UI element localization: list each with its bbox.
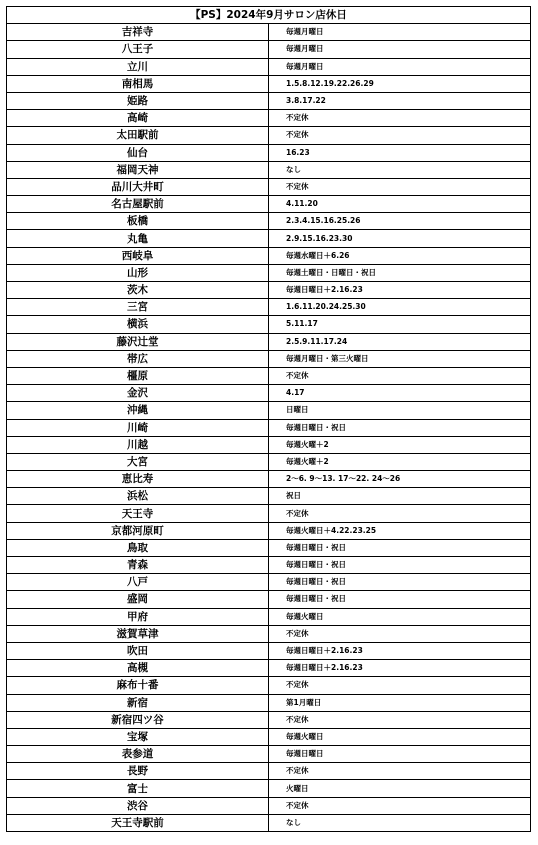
store-name-cell: 京都河原町	[7, 522, 269, 539]
table-row	[7, 797, 531, 814]
holiday-cell: 毎週日曜日・祝日	[269, 419, 531, 436]
holiday-cell: 4.17	[269, 385, 531, 402]
store-name-cell: 高槻	[7, 660, 269, 677]
holiday-cell: 毎週土曜日・日曜日・祝日	[269, 264, 531, 281]
store-name-cell: 金沢	[7, 385, 269, 402]
holiday-cell: 2～6. 9～13. 17～22. 24～26	[269, 471, 531, 488]
table-row	[7, 282, 531, 299]
store-name-cell: 宝塚	[7, 728, 269, 745]
table-row	[7, 436, 531, 453]
store-name-cell: 太田駅前	[7, 127, 269, 144]
table-row	[7, 196, 531, 213]
holiday-cell: 毎週火曜日＋4.22.23.25	[269, 522, 531, 539]
store-name-cell: 恵比寿	[7, 471, 269, 488]
table-row	[7, 264, 531, 281]
holiday-cell: 日曜日	[269, 402, 531, 419]
holiday-cell: 毎週日曜日＋2.16.23	[269, 660, 531, 677]
store-name-cell: 姫路	[7, 92, 269, 109]
holiday-cell: 毎週月曜日	[269, 58, 531, 75]
holiday-cell: 毎週火曜＋2	[269, 436, 531, 453]
store-name-cell: 山形	[7, 264, 269, 281]
table-row	[7, 367, 531, 384]
table-row	[7, 316, 531, 333]
store-name-cell: 八戸	[7, 574, 269, 591]
store-name-cell: 立川	[7, 58, 269, 75]
holiday-cell: 火曜日	[269, 780, 531, 797]
holiday-cell: 毎週日曜日	[269, 746, 531, 763]
store-name-cell: 鳥取	[7, 539, 269, 556]
table-row	[7, 574, 531, 591]
table-row	[7, 505, 531, 522]
table-row	[7, 488, 531, 505]
holiday-cell: 毎週火曜日	[269, 608, 531, 625]
holiday-cell: 毎週火曜日	[269, 728, 531, 745]
store-name-cell: 浜松	[7, 488, 269, 505]
table-row	[7, 213, 531, 230]
table-row	[7, 75, 531, 92]
holiday-cell: 5.11.17	[269, 316, 531, 333]
store-name-cell: 吹田	[7, 642, 269, 659]
table-row	[7, 471, 531, 488]
store-name-cell: 品川大井町	[7, 178, 269, 195]
table-row	[7, 557, 531, 574]
table-row	[7, 522, 531, 539]
store-name-cell: 帯広	[7, 350, 269, 367]
holiday-cell: 不定休	[269, 110, 531, 127]
store-name-cell: 天王寺	[7, 505, 269, 522]
store-name-cell: 新宿四ツ谷	[7, 711, 269, 728]
holiday-cell: 不定休	[269, 505, 531, 522]
holiday-cell: 2.9.15.16.23.30	[269, 230, 531, 247]
store-name-cell: 長野	[7, 763, 269, 780]
table-row	[7, 350, 531, 367]
holiday-cell: 不定休	[269, 625, 531, 642]
holiday-cell: 毎週月曜日	[269, 24, 531, 41]
holiday-cell: 不定休	[269, 367, 531, 384]
store-name-cell: 三宮	[7, 299, 269, 316]
table-row	[7, 591, 531, 608]
store-name-cell: 丸亀	[7, 230, 269, 247]
table-row	[7, 814, 531, 831]
table-row	[7, 746, 531, 763]
store-name-cell: 茨木	[7, 282, 269, 299]
holiday-cell: 毎週日曜日＋2.16.23	[269, 282, 531, 299]
store-name-cell: 板橋	[7, 213, 269, 230]
table-row	[7, 419, 531, 436]
holiday-cell: 2.5.9.11.17.24	[269, 333, 531, 350]
table-row	[7, 161, 531, 178]
store-name-cell: 藤沢辻堂	[7, 333, 269, 350]
table-row	[7, 608, 531, 625]
table-row	[7, 247, 531, 264]
holiday-cell: 2.3.4.15.16.25.26	[269, 213, 531, 230]
holiday-cell: 不定休	[269, 763, 531, 780]
table-row	[7, 58, 531, 75]
table-row	[7, 110, 531, 127]
store-name-cell: 西岐阜	[7, 247, 269, 264]
holiday-cell: 16.23	[269, 144, 531, 161]
table-row	[7, 539, 531, 556]
holiday-table	[6, 6, 531, 832]
store-name-cell: 天王寺駅前	[7, 814, 269, 831]
store-name-cell: 高崎	[7, 110, 269, 127]
store-name-cell: 八王子	[7, 41, 269, 58]
table-row	[7, 178, 531, 195]
table-row	[7, 711, 531, 728]
holiday-cell: 1.5.8.12.19.22.26.29	[269, 75, 531, 92]
holiday-cell: 毎週水曜日＋6.26	[269, 247, 531, 264]
holiday-cell: 毎週火曜＋2	[269, 453, 531, 470]
holiday-cell: 不定休	[269, 127, 531, 144]
table-row	[7, 694, 531, 711]
store-name-cell: 沖縄	[7, 402, 269, 419]
holiday-cell: なし	[269, 161, 531, 178]
holiday-cell: 毎週日曜日・祝日	[269, 591, 531, 608]
table-body	[7, 24, 531, 832]
store-name-cell: 盛岡	[7, 591, 269, 608]
table-row	[7, 92, 531, 109]
holiday-cell: 不定休	[269, 178, 531, 195]
holiday-cell: 1.6.11.20.24.25.30	[269, 299, 531, 316]
holiday-cell: 不定休	[269, 711, 531, 728]
store-name-cell: 川崎	[7, 419, 269, 436]
holiday-cell: 毎週日曜日＋2.16.23	[269, 642, 531, 659]
store-name-cell: 仙台	[7, 144, 269, 161]
table-row	[7, 780, 531, 797]
store-name-cell: 川越	[7, 436, 269, 453]
store-name-cell: 甲府	[7, 608, 269, 625]
holiday-cell: 毎週月曜日・第三火曜日	[269, 350, 531, 367]
table-row	[7, 453, 531, 470]
sheet-title: 【PS】2024年9月サロン店休日	[7, 7, 531, 24]
table-row	[7, 625, 531, 642]
table-row	[7, 144, 531, 161]
title-row	[7, 7, 531, 24]
table-row	[7, 385, 531, 402]
store-name-cell: 橿原	[7, 367, 269, 384]
holiday-cell: なし	[269, 814, 531, 831]
holiday-cell: 不定休	[269, 677, 531, 694]
store-name-cell: 名古屋駅前	[7, 196, 269, 213]
store-name-cell: 大宮	[7, 453, 269, 470]
store-name-cell: 新宿	[7, 694, 269, 711]
store-name-cell: 富士	[7, 780, 269, 797]
holiday-cell: 不定休	[269, 797, 531, 814]
holiday-cell: 毎週月曜日	[269, 41, 531, 58]
holiday-cell: 第1月曜日	[269, 694, 531, 711]
store-name-cell: 南相馬	[7, 75, 269, 92]
table-row	[7, 763, 531, 780]
store-name-cell: 吉祥寺	[7, 24, 269, 41]
table-row	[7, 41, 531, 58]
holiday-cell: 祝日	[269, 488, 531, 505]
table-row	[7, 677, 531, 694]
holiday-cell: 毎週日曜日・祝日	[269, 574, 531, 591]
store-name-cell: 渋谷	[7, 797, 269, 814]
store-name-cell: 表参道	[7, 746, 269, 763]
table-row	[7, 230, 531, 247]
store-name-cell: 青森	[7, 557, 269, 574]
store-name-cell: 福岡天神	[7, 161, 269, 178]
table-row	[7, 299, 531, 316]
holiday-cell: 毎週日曜日・祝日	[269, 557, 531, 574]
table-row	[7, 127, 531, 144]
table-row	[7, 402, 531, 419]
table-row	[7, 642, 531, 659]
table-row	[7, 333, 531, 350]
holiday-cell: 毎週日曜日・祝日	[269, 539, 531, 556]
holiday-cell: 3.8.17.22	[269, 92, 531, 109]
table-row	[7, 660, 531, 677]
table-row	[7, 728, 531, 745]
holiday-cell: 4.11.20	[269, 196, 531, 213]
store-name-cell: 横浜	[7, 316, 269, 333]
store-name-cell: 滋賀草津	[7, 625, 269, 642]
store-name-cell: 麻布十番	[7, 677, 269, 694]
table-row	[7, 24, 531, 41]
